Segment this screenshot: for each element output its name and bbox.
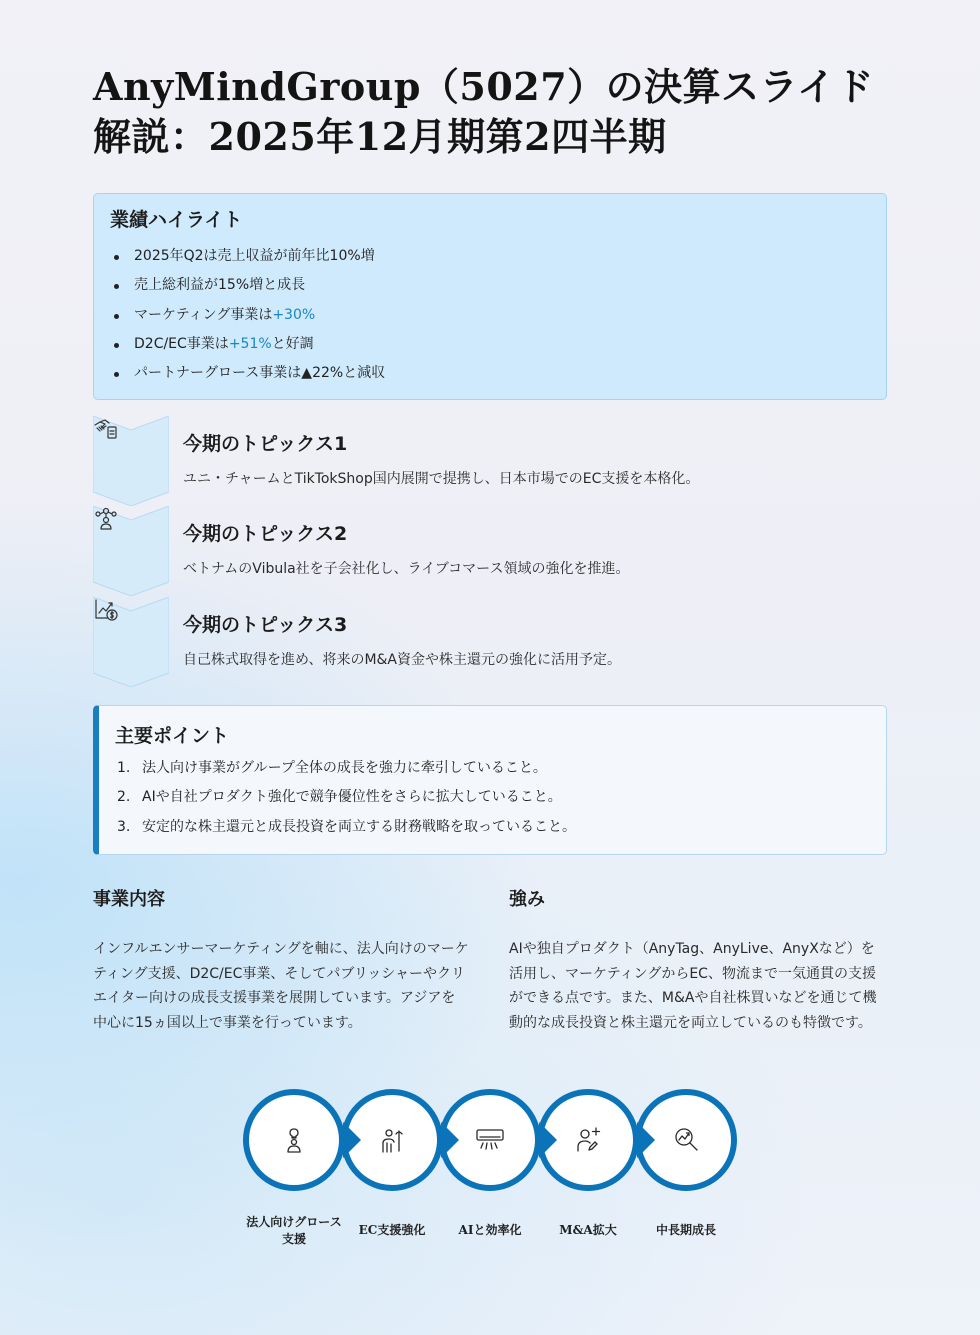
highlight-text-after: と好調 bbox=[271, 335, 314, 352]
flow-step-label: M&A拡大 bbox=[559, 1223, 617, 1237]
person-lightbulb-icon bbox=[288, 1129, 300, 1152]
handshake-document-icon bbox=[93, 416, 119, 442]
business-section bbox=[93, 885, 469, 1035]
item-number: 3. bbox=[117, 818, 131, 835]
highlight-accent: +30% bbox=[272, 306, 316, 323]
highlight-text: 2025年Q2は売上収益が前年比10%増 bbox=[134, 248, 375, 264]
topic-title: 今期のトピックス1 bbox=[183, 433, 348, 455]
strengths-body: AIや独自プロダクト（AnyTag、AnyLive、AnyXなど）を活用し、マーケティングからEC、物流まで一気通貫の支援ができる点です。また、M&Aや自社株買いなどを通じて機動的な成長投資と株主還元を両立しているのも特徴です。 bbox=[509, 941, 877, 1031]
flow-step-label: 中長期成長 bbox=[655, 1223, 716, 1237]
list-item bbox=[112, 301, 385, 330]
topic-chevron bbox=[93, 416, 169, 506]
flow-arrow bbox=[637, 1122, 655, 1158]
item-text: 安定的な株主還元と成長投資を両立する財務戦略を取っていること。 bbox=[142, 818, 576, 835]
strengths-section bbox=[509, 885, 887, 1035]
list-item bbox=[112, 330, 385, 359]
air-conditioner-icon bbox=[477, 1130, 503, 1149]
item-number: 2. bbox=[117, 789, 131, 806]
highlight-text: パートナーグロース事業は▲22%と減収 bbox=[134, 365, 386, 382]
key-points-list bbox=[117, 754, 576, 842]
flow-arrow bbox=[539, 1122, 557, 1158]
topic-1 bbox=[93, 416, 887, 506]
business-body: インフルエンサーマーケティングを軸に、法人向けのマーケティング支援、D2C/EC事業、そしてパブリッシャーやクリエイター向けの成長支援事業を展開しています。アジアを中心に15ヵ国以上で事業を行っています。 bbox=[93, 941, 469, 1031]
highlights-heading: 業績ハイライト bbox=[110, 209, 243, 231]
flow-ring-2 bbox=[344, 1092, 440, 1188]
topic-title: 今期のトピックス2 bbox=[183, 523, 348, 545]
topic-title: 今期のトピックス3 bbox=[183, 614, 348, 636]
topic-chevron bbox=[93, 597, 169, 687]
page-title: AnyMindGroup（5027）の決算スライド解説：2025年12月期第2四半期 bbox=[93, 64, 875, 159]
list-item bbox=[112, 359, 385, 388]
topic-3 bbox=[93, 597, 887, 687]
item-text: 法人向け事業がグループ全体の成長を強力に牽引していること。 bbox=[142, 760, 547, 776]
list-item bbox=[112, 242, 385, 271]
highlights-box bbox=[93, 193, 887, 400]
flow-ring-5 bbox=[638, 1092, 734, 1188]
person-add-icon bbox=[578, 1128, 600, 1151]
business-heading: 事業内容 bbox=[93, 889, 165, 910]
key-points-heading: 主要ポイント bbox=[115, 725, 230, 747]
list-item bbox=[117, 754, 576, 783]
flow-ring-1 bbox=[246, 1092, 342, 1188]
key-points-box bbox=[93, 705, 887, 855]
flow-step-label: AIと効率化 bbox=[458, 1223, 522, 1237]
list-item bbox=[117, 813, 576, 842]
topic-body: 自己株式取得を進め、将来のM&A資金や株主還元の強化に活用予定。 bbox=[183, 652, 622, 668]
topic-body: ユニ・チャームとTikTokShop国内展開で提携し、日本市場でのEC支援を本格化。 bbox=[183, 471, 700, 487]
highlights-list bbox=[112, 242, 385, 388]
flow-ring-4 bbox=[540, 1092, 636, 1188]
flow-arrow bbox=[343, 1122, 361, 1158]
list-item bbox=[112, 271, 385, 300]
item-number: 1. bbox=[117, 760, 131, 776]
list-item bbox=[117, 783, 576, 812]
strengths-heading: 強み bbox=[509, 889, 545, 910]
flow-arrow bbox=[441, 1122, 459, 1158]
topic-2 bbox=[93, 506, 887, 596]
highlight-text: D2C/EC事業は bbox=[134, 335, 229, 352]
topic-chevron bbox=[93, 506, 169, 596]
flow-ring-3 bbox=[442, 1092, 538, 1188]
topic-body: ベトナムのVibula社を子会社化し、ライブコマース領域の強化を推進。 bbox=[183, 561, 630, 577]
flow-step-label: 法人向けグロース支援 bbox=[246, 1215, 342, 1246]
highlight-text: マーケティング事業は bbox=[134, 306, 273, 323]
highlight-accent: +51% bbox=[228, 335, 272, 352]
item-text: AIや自社プロダクト強化で競争優位性をさらに拡大していること。 bbox=[142, 789, 562, 806]
person-tool-icon bbox=[383, 1130, 402, 1152]
highlight-text: 売上総利益が15%増と成長 bbox=[134, 277, 306, 294]
flow-step-label: EC支援強化 bbox=[358, 1223, 426, 1237]
magnifier-growth-icon bbox=[676, 1129, 697, 1150]
chart-dollar-icon bbox=[93, 597, 119, 623]
network-person-icon bbox=[93, 506, 119, 532]
